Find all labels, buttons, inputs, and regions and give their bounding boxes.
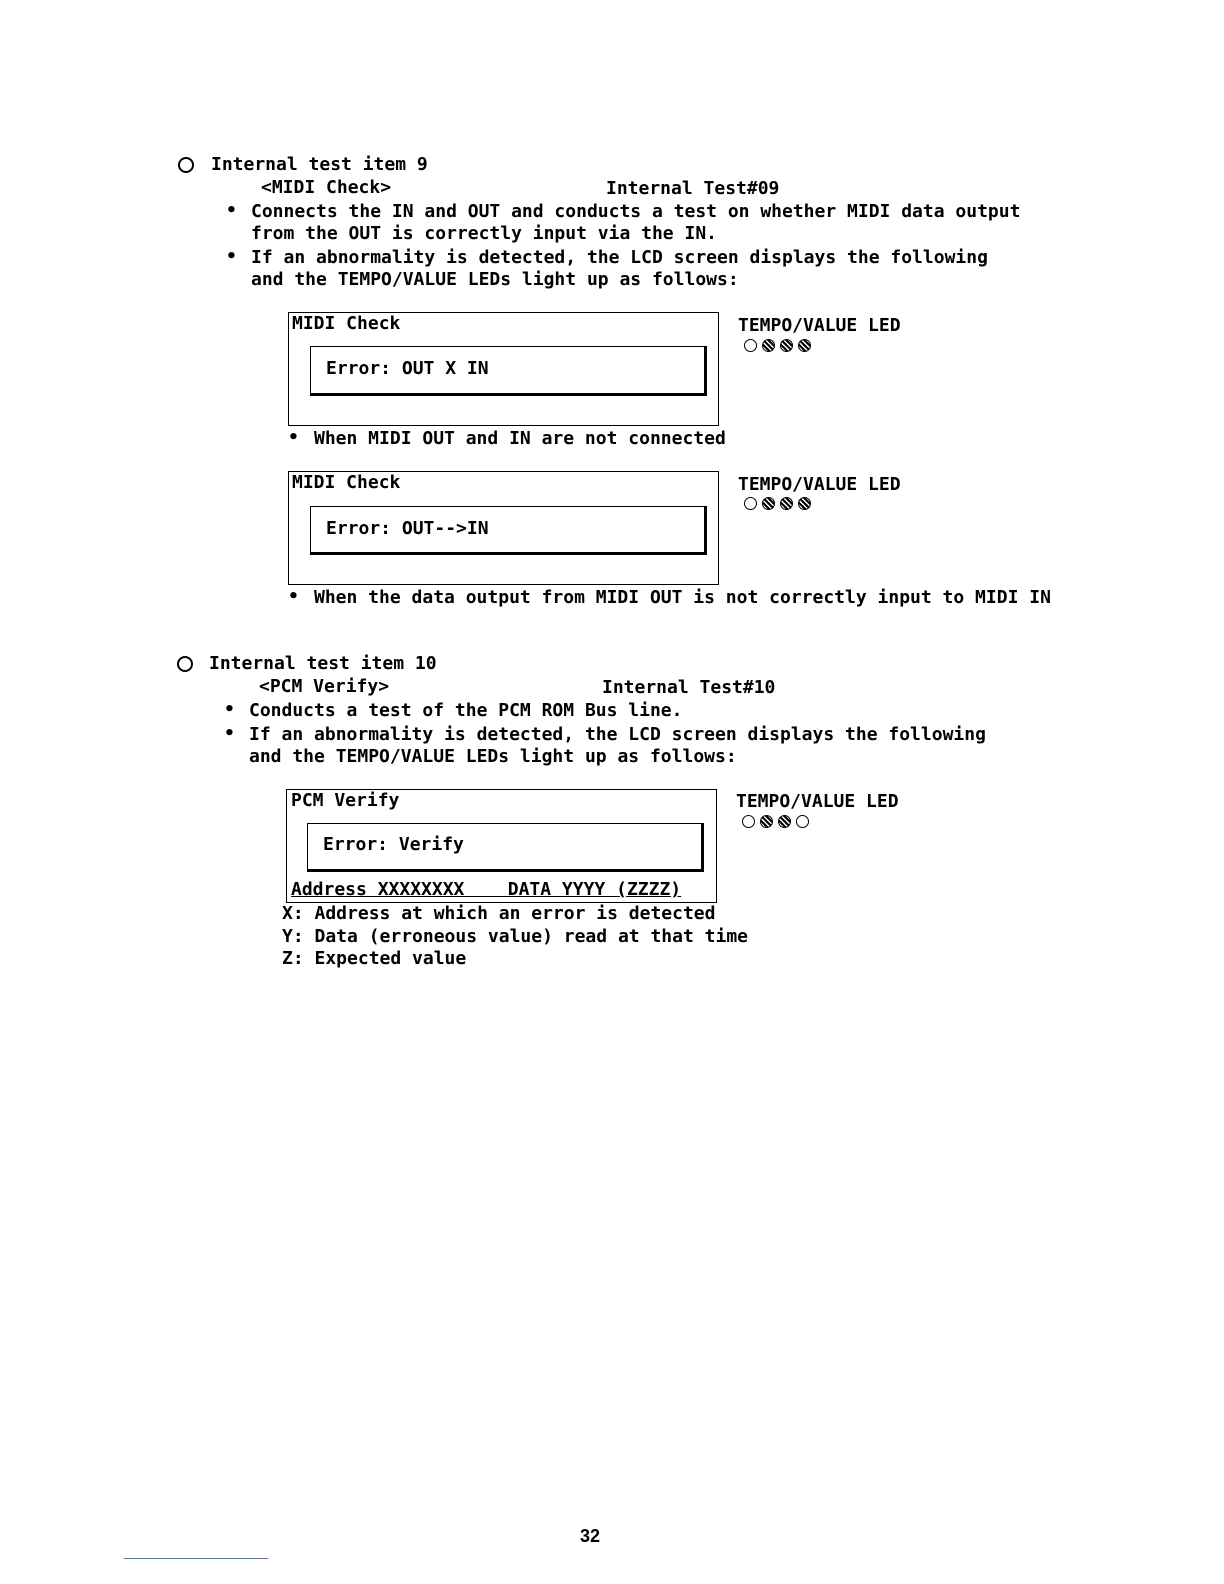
item9-bullet1-line1: Connects the IN and OUT and conducts a test on whether MIDI data output [251,201,1021,222]
section-marker-icon [177,656,193,672]
lcd-title: MIDI Check [292,472,401,493]
item9-bullet2-line2: and the TEMPO/VALUE LEDs light up as follows: [251,269,739,290]
item9-bullet1-line2: from the OUT is correctly input via the IN. [251,223,717,244]
screen1-caption: When MIDI OUT and IN are not connected [314,428,726,449]
led-on-icon [798,339,811,352]
screen2-caption: When the data output from MIDI OUT is not correctly input to MIDI IN [314,587,1051,608]
led-on-icon [760,815,773,828]
note-y: Y: Data (erroneous value) read at that time [282,926,748,947]
led-indicator-row [744,497,811,510]
lcd-error-text: Error: OUT X IN [326,358,489,379]
page-number: 32 [580,1526,601,1546]
item9-name: <MIDI Check> [261,177,392,198]
note-x: X: Address at which an error is detected [282,903,716,924]
lcd-screen [286,789,717,903]
led-on-icon [778,815,791,828]
item10-name: <PCM Verify> [259,676,390,697]
bullet-icon: • [288,427,299,448]
led-on-icon [780,497,793,510]
lcd-error-text: Error: OUT-->IN [326,518,489,539]
bullet-icon: • [224,723,235,744]
item9-test-id: Internal Test#09 [606,178,780,199]
led-off-icon [744,339,757,352]
item10-heading: Internal test item 10 [209,653,437,674]
item10-bullet1-line1: Conducts a test of the PCM ROM Bus line. [249,700,683,721]
lcd-title: PCM Verify [291,790,400,811]
lcd-screen [288,471,719,585]
lcd-title: MIDI Check [292,313,401,334]
bullet-icon: • [226,200,237,221]
led-off-icon [796,815,809,828]
led-indicator-row [744,339,811,352]
item9-heading: Internal test item 9 [211,154,428,175]
item10-bullet2-line1: If an abnormality is detected, the LCD screen displays the following [249,724,986,745]
footer-rule [124,1558,268,1559]
item10-test-id: Internal Test#10 [602,677,776,698]
lcd-error-box [310,346,707,396]
led-off-icon [744,497,757,510]
led-on-icon [762,339,775,352]
item9-bullet2-line1: If an abnormality is detected, the LCD screen displays the following [251,247,988,268]
lcd-address-line: Address XXXXXXXX DATA YYYY (ZZZZ) [291,879,682,900]
led-label: TEMPO/VALUE LED [738,474,901,495]
led-label: TEMPO/VALUE LED [738,315,901,336]
led-off-icon [742,815,755,828]
note-z: Z: Expected value [282,948,467,969]
led-on-icon [798,497,811,510]
lcd-error-text: Error: Verify [323,834,464,855]
item10-bullet2-line2: and the TEMPO/VALUE LEDs light up as follows: [249,746,737,767]
section-marker-icon [178,157,194,173]
lcd-error-box [307,823,704,872]
bullet-icon: • [224,699,235,720]
led-label: TEMPO/VALUE LED [736,791,899,812]
led-on-icon [762,497,775,510]
led-indicator-row [742,815,809,828]
bullet-icon: • [226,246,237,267]
lcd-screen [288,312,719,426]
led-on-icon [780,339,793,352]
lcd-error-box [310,506,707,555]
bullet-icon: • [288,586,299,607]
